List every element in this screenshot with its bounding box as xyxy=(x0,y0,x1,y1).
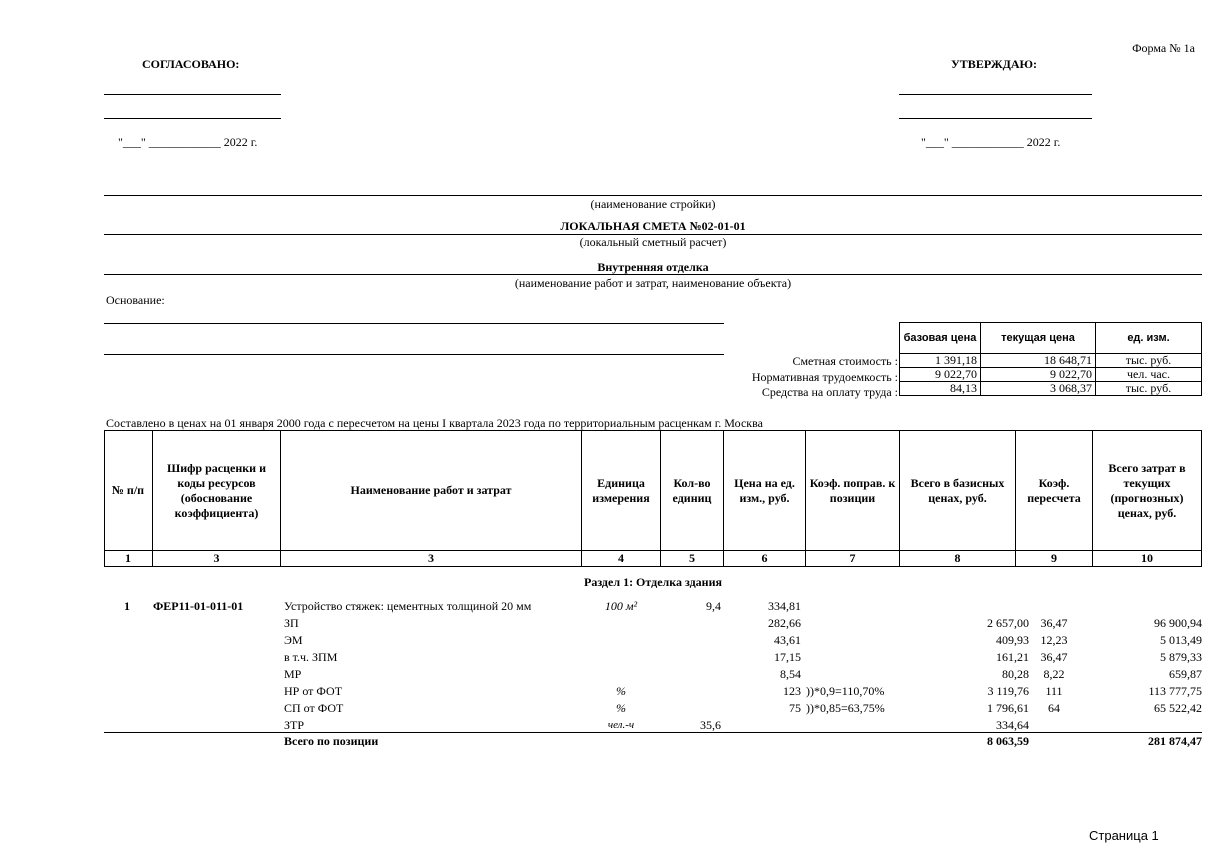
col-number: 3 xyxy=(213,551,220,565)
row-base: 161,21 xyxy=(996,650,1029,664)
row-current: 96 900,94 xyxy=(1154,616,1202,630)
item-unit: 100 м² xyxy=(604,599,638,613)
summary-labor-current: 9 022,70 xyxy=(981,368,1096,382)
summary-label-cost: Сметная стоимость : xyxy=(792,354,898,368)
work-caption: (наименование работ и затрат, наименование объекта) xyxy=(514,276,792,290)
header-qty: Кол-во единиц xyxy=(672,475,712,505)
approved-title: УТВЕРЖДАЮ: xyxy=(951,57,1038,71)
summary-wages-unit: тыс. руб. xyxy=(1096,382,1202,396)
row-unit: % xyxy=(616,684,626,698)
approved-position-line xyxy=(899,118,1092,119)
row-recalc: 64 xyxy=(1048,701,1060,715)
row-recalc: 12,23 xyxy=(1040,633,1068,647)
col-number: 8 xyxy=(954,551,961,565)
estimate-caption: (локальный сметный расчет) xyxy=(579,235,727,249)
item-price: 334,81 xyxy=(768,599,801,613)
page-label: Страница 1 xyxy=(1089,828,1159,843)
row-price: 282,66 xyxy=(768,616,801,630)
item-name: Устройство стяжек: цементных толщиной 20 мм xyxy=(284,599,532,613)
col-number: 5 xyxy=(689,551,695,565)
row-recalc: 8,22 xyxy=(1043,667,1065,681)
summary-labor-base: 9 022,70 xyxy=(900,368,981,382)
construction-caption: (наименование стройки) xyxy=(590,197,716,211)
row-price: 75 xyxy=(789,701,801,715)
header-bottom-line xyxy=(104,566,1202,567)
row-recalc: 36,47 xyxy=(1040,616,1068,630)
form-number: Форма № 1а xyxy=(1132,41,1195,55)
header-coef: Коэф. поправ. к позиции xyxy=(809,475,896,505)
header-unit: Единица измерения xyxy=(592,475,650,505)
approved-date: "___" ____________ 2022 г. xyxy=(921,135,1061,149)
row-base: 80,28 xyxy=(1002,667,1029,681)
row-current: 5 879,33 xyxy=(1160,650,1202,664)
col-number: 7 xyxy=(849,551,856,565)
estimate-title: ЛОКАЛЬНАЯ СМЕТА №02-01-01 xyxy=(560,219,746,233)
total-current: 281 874,47 xyxy=(1148,734,1202,748)
summary-cost-current: 18 648,71 xyxy=(981,354,1096,368)
summary-header-unit: ед. изм. xyxy=(1096,323,1202,354)
col-number: 10 xyxy=(1141,551,1153,565)
summary-labor-unit: чел. час. xyxy=(1096,368,1202,382)
header-code: Шифр расценки и коды ресурсов (обоснование коэффициента) xyxy=(167,460,266,520)
summary-wages-base: 84,13 xyxy=(900,382,981,396)
row-current: 113 777,75 xyxy=(1148,684,1202,698)
basis-line-2 xyxy=(104,354,724,355)
row-recalc: 36,47 xyxy=(1040,650,1068,664)
total-base: 8 063,59 xyxy=(987,734,1029,748)
col-number: 9 xyxy=(1051,551,1057,565)
header-current-total: Всего затрат в текущих (прогнозных) ценах, руб. xyxy=(1108,460,1186,520)
item-code: ФЕР11-01-011-01 xyxy=(153,599,244,613)
summary-header-current: текущая цена xyxy=(981,323,1096,354)
row-name: в т.ч. ЗПМ xyxy=(284,650,338,664)
col-number: 6 xyxy=(761,551,768,565)
row-price: 8,54 xyxy=(780,667,801,681)
agreed-signature-line xyxy=(104,94,281,95)
header-num: № п/п xyxy=(111,483,145,497)
row-coef: ))*0,85=63,75% xyxy=(806,701,885,715)
row-unit: чел.-ч xyxy=(607,719,635,731)
row-base: 409,93 xyxy=(996,633,1029,647)
summary-cost-unit: тыс. руб. xyxy=(1096,354,1202,368)
row-name: СП от ФОТ xyxy=(284,701,344,715)
summary-header-base: базовая цена xyxy=(900,323,981,354)
work-name: Внутренняя отделка xyxy=(597,260,709,274)
row-recalc: 111 xyxy=(1045,684,1063,698)
col-number: 4 xyxy=(618,551,624,565)
row-price: 123 xyxy=(783,684,801,698)
summary-label-wages: Средства на оплату труда : xyxy=(761,385,898,399)
col-number: 1 xyxy=(125,551,131,565)
approved-signature-line xyxy=(899,94,1092,95)
header-name: Наименование работ и затрат xyxy=(350,483,512,497)
summary-label-labor: Нормативная трудоемкость : xyxy=(751,370,898,384)
row-price: 43,61 xyxy=(774,633,801,647)
row-coef: ))*0,9=110,70% xyxy=(806,684,885,698)
row-name: НР от ФОТ xyxy=(284,684,343,698)
row-name: ЗТР xyxy=(284,718,305,732)
row-current: 65 522,42 xyxy=(1154,701,1202,715)
row-price: 17,15 xyxy=(774,650,801,664)
header-recalc: Коэф. пересчета xyxy=(1027,475,1081,505)
row-name: ЗП xyxy=(284,616,299,630)
basis-line-1 xyxy=(104,323,724,324)
col-line-10 xyxy=(1201,430,1202,566)
row-name: МР xyxy=(284,667,302,681)
row-base: 3 119,76 xyxy=(987,684,1029,698)
row-unit: % xyxy=(616,701,626,715)
row-current: 5 013,49 xyxy=(1160,633,1202,647)
row-qty: 35,6 xyxy=(700,718,721,732)
agreed-title: СОГЛАСОВАНО: xyxy=(142,57,240,71)
row-current: 659,87 xyxy=(1169,667,1202,681)
summary-wages-current: 3 068,37 xyxy=(981,382,1096,396)
header-price: Цена на ед. изм., руб. xyxy=(734,475,795,505)
agreed-date: "___" ____________ 2022 г. xyxy=(118,135,258,149)
row-base: 334,64 xyxy=(996,718,1029,732)
prices-note: Составлено в ценах на 01 января 2000 года с пересчетом на цены I квартала 2023 года по территориальным расценкам г. Москва xyxy=(106,416,763,430)
item-qty: 9,4 xyxy=(706,599,721,613)
col-number: 3 xyxy=(428,551,434,565)
construction-line xyxy=(104,195,1202,196)
row-base: 2 657,00 xyxy=(987,616,1029,630)
work-line xyxy=(104,274,1202,275)
header-base-total: Всего в базисных ценах, руб. xyxy=(910,475,1005,505)
basis-label: Основание: xyxy=(106,293,165,307)
item-num: 1 xyxy=(124,599,130,613)
total-line xyxy=(104,732,1202,733)
row-name: ЭМ xyxy=(284,633,303,647)
section-title: Раздел 1: Отделка здания xyxy=(584,575,722,589)
summary-table xyxy=(899,322,1202,396)
agreed-position-line xyxy=(104,118,281,119)
summary-cost-base: 1 391,18 xyxy=(900,354,981,368)
total-label: Всего по позиции xyxy=(284,734,379,748)
row-base: 1 796,61 xyxy=(987,701,1029,715)
